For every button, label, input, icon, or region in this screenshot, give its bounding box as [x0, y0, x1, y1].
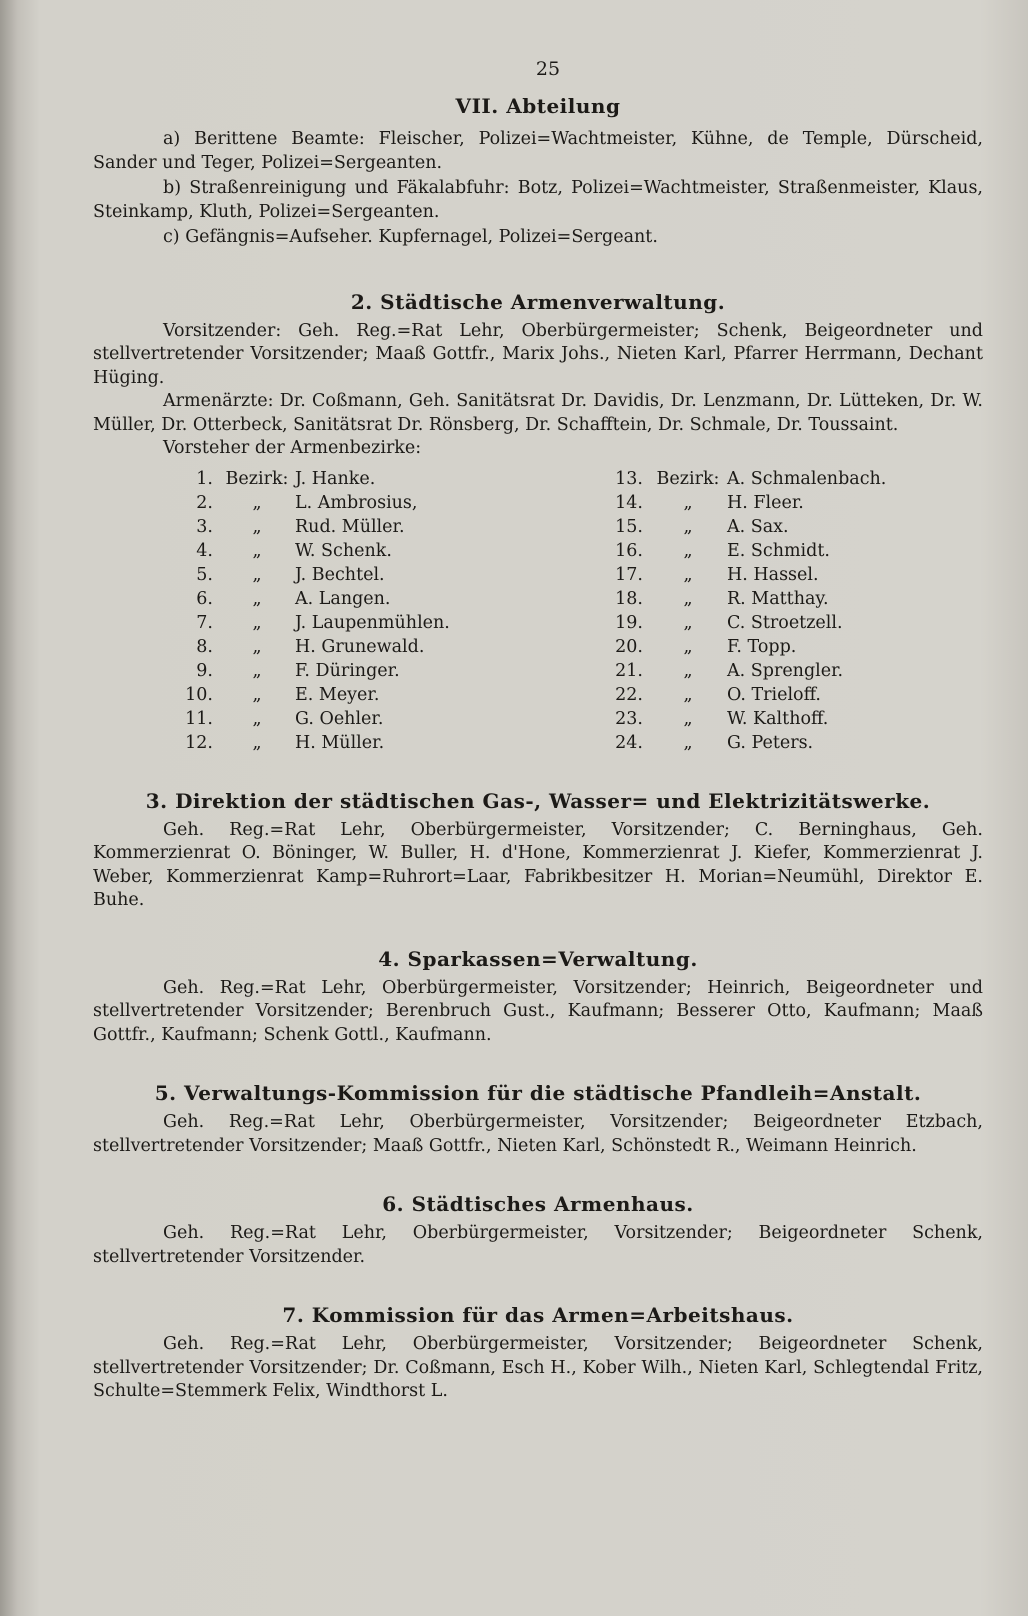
abteilung-item-c: c) Gefängnis=Aufseher. Kupfernagel, Polizei=Sergeant.	[163, 227, 658, 247]
table-row	[163, 539, 927, 563]
bezirk-label: „	[683, 684, 693, 705]
table-row	[163, 611, 927, 635]
armenbezirke-table	[163, 467, 927, 755]
bezirk-label: „	[683, 540, 693, 561]
table-row	[163, 515, 927, 539]
bezirk-vorsteher: F. Topp.	[727, 636, 797, 657]
bezirk-label: „	[252, 636, 262, 657]
gaswerke-heading: 3. Direktion der städtischen Gas-, Wasser= und Elektrizitätswerke.	[145, 788, 931, 813]
arbeitshaus-text: Geh. Reg.=Rat Lehr, Oberbürgermeister, Vorsitzender; Beigeordneter Schenk, stellvertretender Vorsitzender; Dr. Coßmann, Esch H., Kober Wilh., Nieten Karl, Schlegtendal Fritz, Schulte=Stemmerk Felix, Windthorst L.	[93, 1334, 983, 1401]
bezirk-label: „	[252, 732, 262, 753]
bezirk-vorsteher: W. Schenk.	[295, 540, 392, 561]
bezirk-label: „	[683, 492, 693, 513]
bezirk-vorsteher: J. Hanke.	[295, 468, 376, 489]
pfandleih-heading: 5. Verwaltungs-Kommission für die städtische Pfandleih=Anstalt.	[154, 1081, 922, 1105]
bezirk-label: „	[252, 516, 262, 537]
bezirk-vorsteher: A. Schmalenbach.	[727, 468, 887, 489]
arbeitshaus-heading: 7. Kommission für das Armen=Arbeitshaus.	[282, 1303, 794, 1327]
bezirk-label: „	[252, 564, 262, 585]
bezirk-number: 4.	[196, 540, 213, 561]
bezirk-number: 19.	[615, 612, 643, 633]
bezirk-label: „	[252, 492, 262, 513]
bezirk-number: 10.	[185, 684, 213, 705]
bezirk-number: 6.	[196, 588, 213, 609]
bezirk-label: „	[683, 732, 693, 753]
bezirk-vorsteher: R. Matthay.	[727, 588, 829, 609]
armenhaus-text: Geh. Reg.=Rat Lehr, Oberbürgermeister, Vorsitzender; Beigeordneter Schenk, stellvertretender Vorsitzender.	[93, 1223, 983, 1267]
bezirk-number: 7.	[196, 612, 213, 633]
bezirk-label: „	[252, 684, 262, 705]
bezirk-number: 12.	[185, 732, 213, 753]
bezirk-vorsteher: E. Meyer.	[295, 684, 380, 705]
bezirk-label: „	[683, 660, 693, 681]
bezirk-vorsteher: A. Sprengler.	[727, 660, 844, 681]
bezirk-number: 20.	[615, 636, 643, 657]
bezirk-number: 5.	[196, 564, 213, 585]
bezirk-number: 11.	[185, 708, 213, 729]
bezirk-vorsteher: W. Kalthoff.	[727, 708, 829, 729]
bezirk-number: 13.	[615, 468, 643, 489]
bezirk-vorsteher: H. Fleer.	[727, 492, 804, 513]
bezirk-vorsteher: H. Hassel.	[727, 564, 819, 585]
bezirk-vorsteher: H. Grunewald.	[295, 636, 425, 657]
sparkasse-heading: 4. Sparkassen=Verwaltung.	[378, 946, 698, 971]
pfandleih-text: Geh. Reg.=Rat Lehr, Oberbürgermeister, Vorsitzender; Beigeordneter Etzbach, stellvertretender Vorsitzender; Maaß Gottfr., Nieten Karl, Schönstedt R., Weimann Heinrich.	[93, 1112, 983, 1156]
bezirk-number: 9.	[196, 660, 213, 681]
bezirk-label: „	[683, 564, 693, 585]
bezirk-label: „	[252, 660, 262, 681]
bezirk-number: 22.	[615, 684, 643, 705]
bezirk-label: „	[683, 636, 693, 657]
bezirk-label: „	[252, 540, 262, 561]
bezirk-label: „	[252, 612, 262, 633]
bezirk-number: 24.	[615, 732, 643, 753]
bezirk-vorsteher: F. Düringer.	[295, 660, 400, 681]
sparkasse-text: Geh. Reg.=Rat Lehr, Oberbürgermeister, Vorsitzender; Heinrich, Beigeordneter und stellvertretender Vorsitzender; Berenbruch Gust., Kaufmann; Besserer Otto, Kaufmann; Maaß Gottfr., Kaufmann; Schenk Gottl., Kaufmann.	[93, 977, 983, 1045]
abteilung-item-a: a) Berittene Beamte: Fleischer, Polizei=Wachtmeister, Kühne, de Temple, Dürscheid, Sander und Teger, Polizei=Sergeanten.	[93, 129, 983, 173]
bezirk-label: „	[252, 588, 262, 609]
vorsteher-label: Vorsteher der Armenbezirke:	[163, 438, 422, 458]
bezirk-label: Bezirk:	[225, 468, 289, 489]
bezirk-number: 18.	[615, 588, 643, 609]
armenverwaltung-heading: 2. Städtische Armenverwaltung.	[350, 289, 726, 314]
bezirk-vorsteher: Rud. Müller.	[295, 516, 405, 537]
bezirk-label: „	[683, 612, 693, 633]
bezirk-vorsteher: C. Stroetzell.	[727, 612, 843, 633]
abteilung-heading: VII. Abteilung	[455, 94, 621, 118]
bezirk-number: 15.	[615, 516, 643, 537]
table-row	[163, 467, 927, 491]
page-number: 25	[535, 58, 561, 80]
table-row	[163, 731, 927, 755]
bezirk-vorsteher: G. Peters.	[727, 732, 814, 753]
bezirk-vorsteher: L. Ambrosius,	[295, 492, 418, 513]
bezirk-label: „	[683, 588, 693, 609]
bezirk-vorsteher: J. Laupenmühlen.	[295, 612, 450, 633]
bezirk-number: 14.	[615, 492, 643, 513]
bezirk-label: „	[683, 708, 693, 729]
table-row	[163, 635, 927, 659]
bezirk-label: „	[252, 708, 262, 729]
bezirk-number: 21.	[615, 660, 643, 681]
armenaerzte: Armenärzte: Dr. Coßmann, Geh. Sanitätsrat Dr. Davidis, Dr. Lenzmann, Dr. Lütteken, Dr. W. Müller, Dr. Otterbeck, Sanitätsrat Dr. Rönsberg, Dr. Schafftein, Dr. Schmale, Dr. Toussaint.	[93, 391, 983, 435]
bezirk-number: 3.	[196, 516, 213, 537]
abteilung-item-b: b) Straßenreinigung und Fäkalabfuhr: Botz, Polizei=Wachtmeister, Straßenmeister, Klaus, Steinkamp, Kluth, Polizei=Sergeanten.	[93, 178, 983, 222]
bezirk-vorsteher: J. Bechtel.	[295, 564, 385, 585]
table-row	[163, 587, 927, 611]
bezirk-label: Bezirk:	[656, 468, 720, 489]
table-row	[163, 707, 927, 731]
bezirk-number: 1.	[196, 468, 213, 489]
bezirk-vorsteher: E. Schmidt.	[727, 540, 830, 561]
bezirk-vorsteher: A. Langen.	[295, 588, 391, 609]
table-row	[163, 659, 927, 683]
armenhaus-heading: 6. Städtisches Armenhaus.	[382, 1192, 694, 1216]
bezirk-vorsteher: O. Trieloff.	[727, 684, 821, 705]
bezirk-vorsteher: A. Sax.	[727, 516, 789, 537]
bezirk-vorsteher: H. Müller.	[295, 732, 385, 753]
bezirk-number: 2.	[196, 492, 213, 513]
bezirk-number: 23.	[615, 708, 643, 729]
table-row	[163, 563, 927, 587]
table-row	[163, 491, 927, 515]
table-row	[163, 683, 927, 707]
bezirk-number: 17.	[615, 564, 643, 585]
bezirk-number: 8.	[196, 636, 213, 657]
bezirk-number: 16.	[615, 540, 643, 561]
bezirk-vorsteher: G. Oehler.	[295, 708, 384, 729]
armenverwaltung-vorsitz: Vorsitzender: Geh. Reg.=Rat Lehr, Oberbürgermeister; Schenk, Beigeordneter und stellvertretender Vorsitzender; Maaß Gottfr., Marix Johs., Nieten Karl, Pfarrer Herrmann, Dechant Hüging.	[93, 320, 983, 388]
gaswerke-text: Geh. Reg.=Rat Lehr, Oberbürgermeister, Vorsitzender; C. Berninghaus, Geh. Kommerzienrat O. Böninger, W. Buller, H. d'Hone, Kommerzienrat J. Kiefer, Kommerzienrat J. Weber, Kommerzienrat Kamp=Ruhrort=Laar, Fabrikbesitzer H. Morian=Neumühl, Direktor E. Buhe.	[93, 819, 983, 910]
bezirk-label: „	[683, 516, 693, 537]
